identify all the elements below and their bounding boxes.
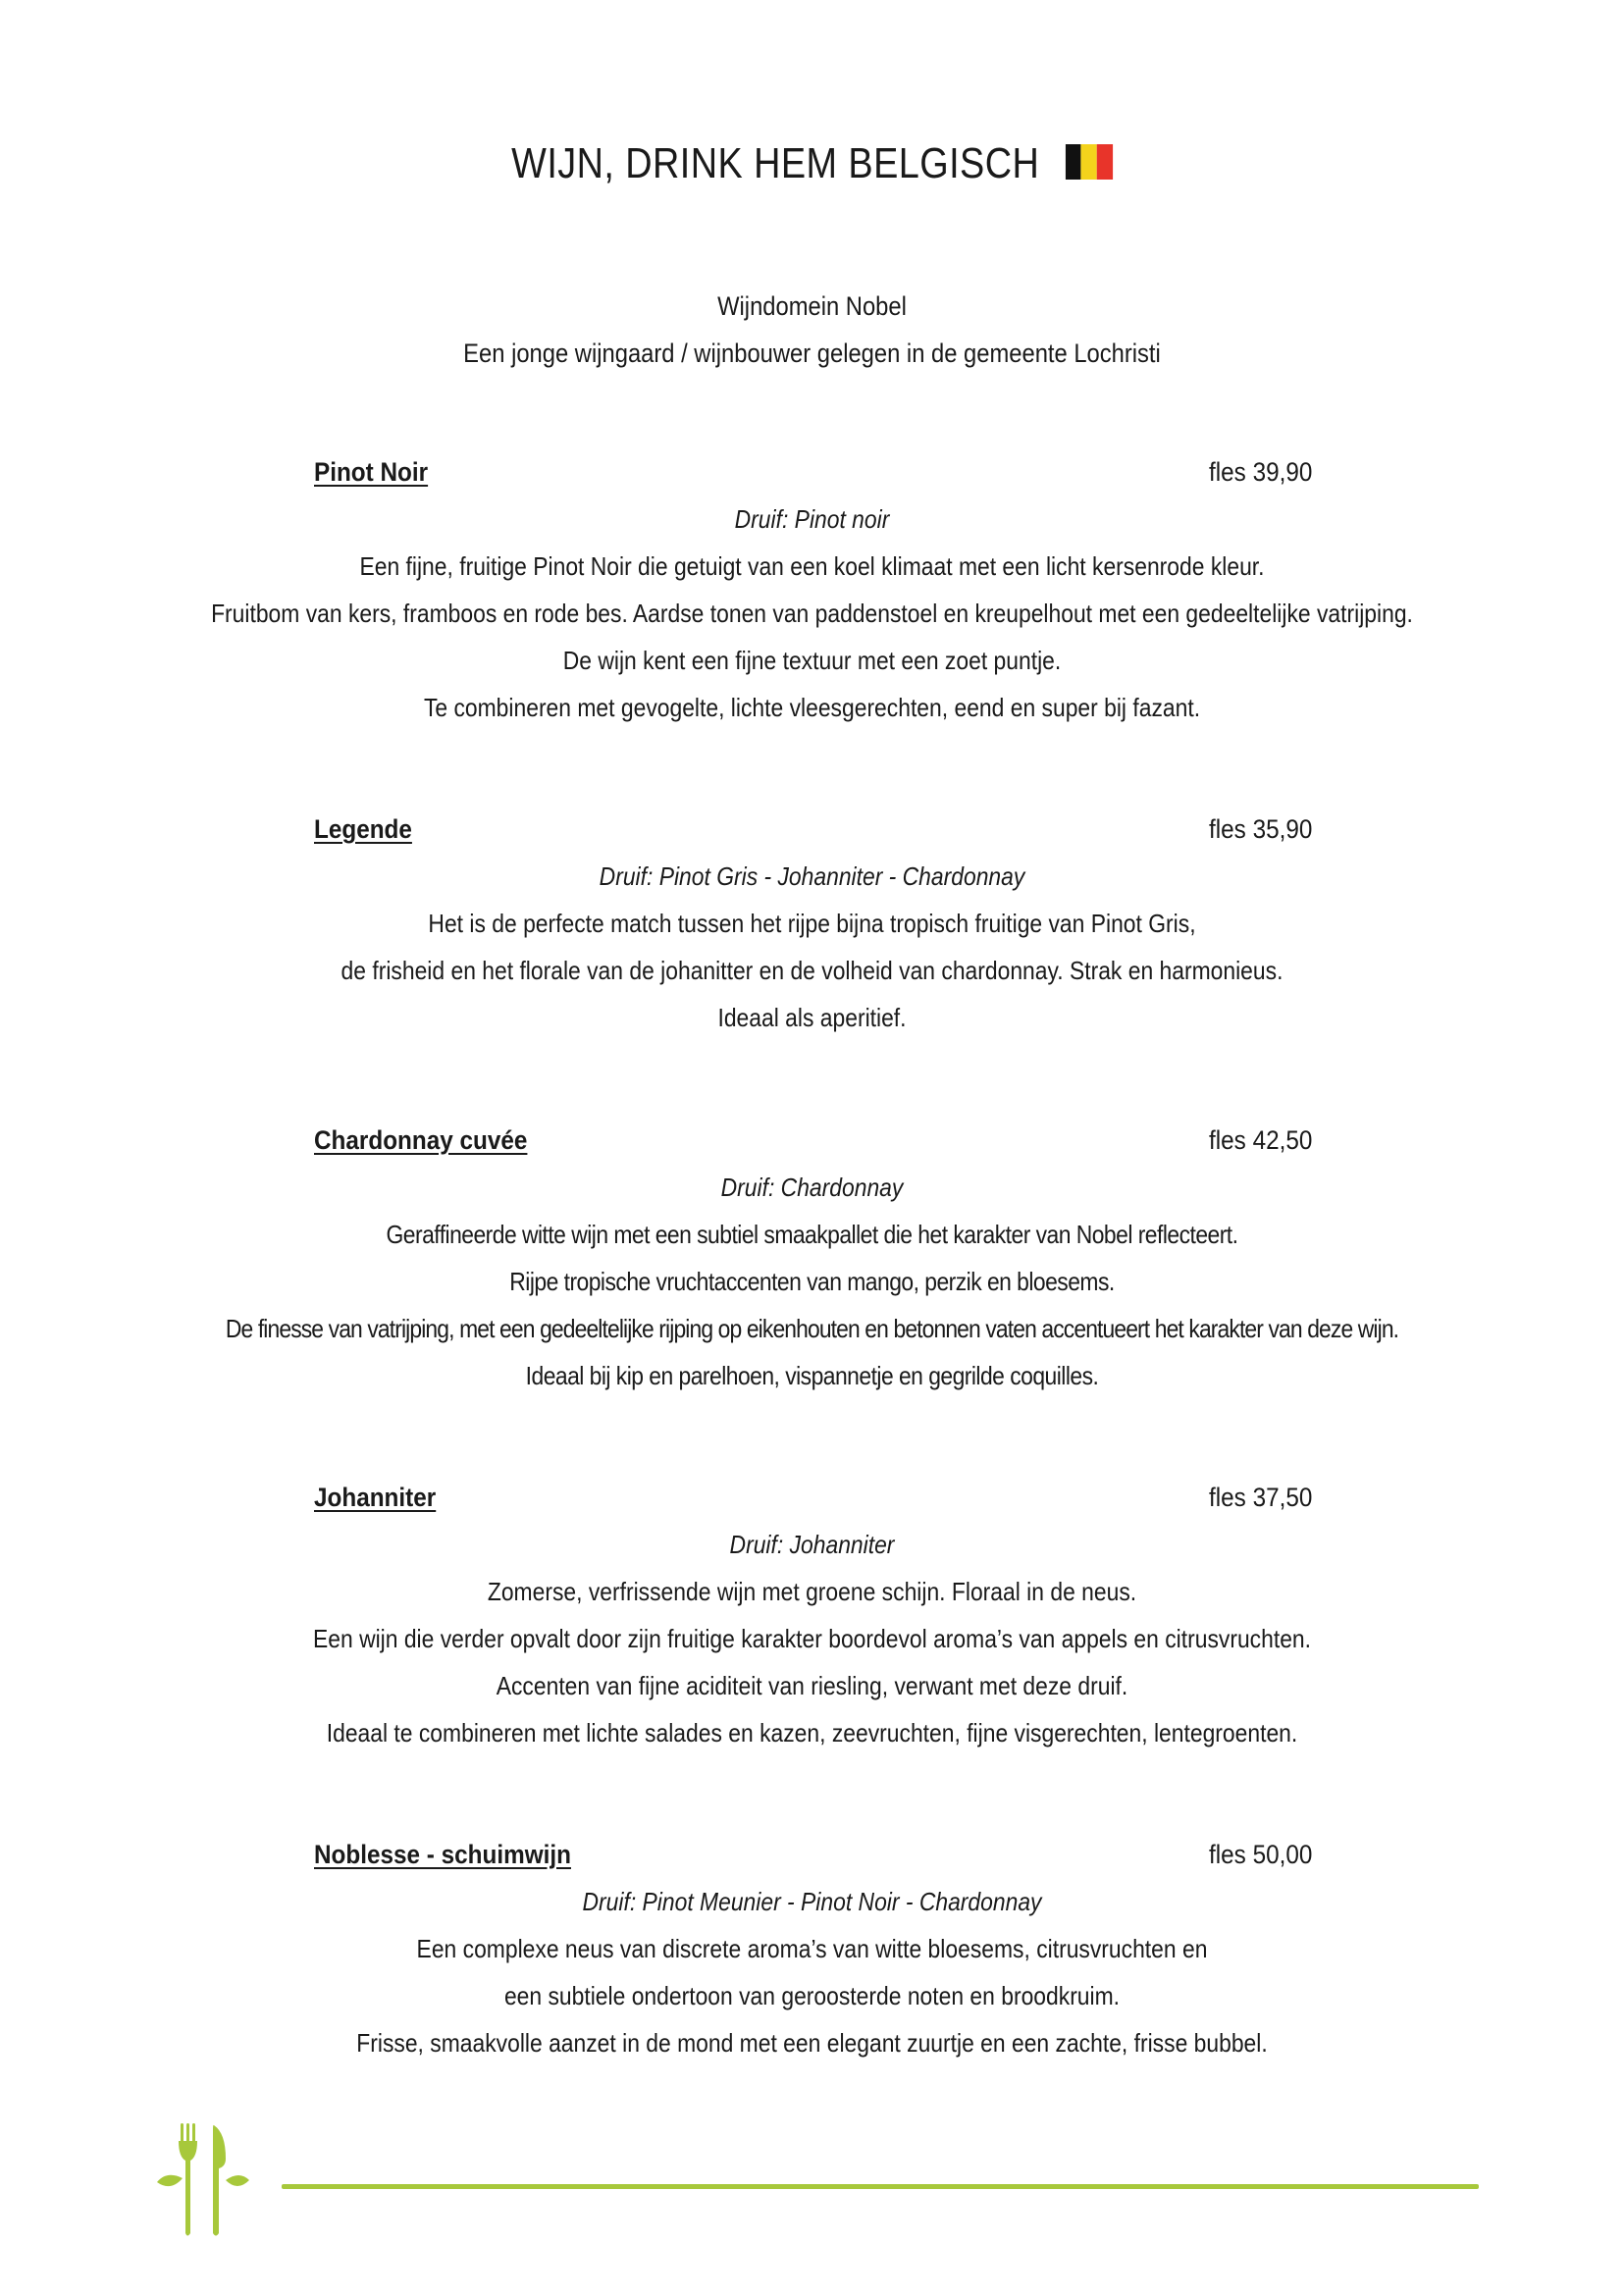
wine-description-line: Te combineren met gevogelte, lichte vleesgerechten, eend en super bij fazant. (423, 693, 1201, 722)
wine-description (97, 1211, 1526, 1399)
page-title (114, 139, 1510, 188)
wine-header (0, 1474, 1624, 1521)
wine-description-line: Een complexe neus van discrete aroma’s van witte bloesems, citrusvruchten en (416, 1934, 1208, 1963)
flag-stripe-black (1066, 144, 1081, 180)
wine-item (0, 1117, 1624, 1399)
footer-divider (282, 2184, 1479, 2189)
wine-description (97, 1568, 1526, 1756)
wine-description-line: Ideaal te combineren met lichte salades en kazen, zeevruchten, fijne visgerechten, lentegroenten. (326, 1718, 1298, 1747)
wine-name: Pinot Noir (314, 457, 429, 487)
wine-description-line: Geraffineerde witte wijn met een subtiel smaakpallet die het karakter van Nobel reflecteert. (386, 1220, 1238, 1249)
wine-price: fles 42,50 (1209, 1125, 1313, 1155)
wine-item (0, 806, 1624, 1041)
wine-header (0, 448, 1624, 496)
wine-description-line: Fruitbom van kers, framboos en rode bes. Aardse tonen van paddenstoel en kreupelhout met een gedeeltelijke vatrijping. (211, 599, 1413, 628)
wine-description-line: een subtiele ondertoon van geroosterde noten en broodkruim. (503, 1981, 1121, 2010)
wine-description-line: Accenten van fijne aciditeit van riesling, verwant met deze druif. (496, 1671, 1128, 1700)
wine-name: Noblesse - schuimwijn (314, 1840, 571, 1869)
wine-grape: Druif: Johanniter (729, 1530, 895, 1559)
intro-description: Een jonge wijngaard / wijnbouwer gelegen in de gemeente Lochristi (463, 339, 1161, 368)
wine-description-line: Het is de perfecte match tussen het rijpe bijna tropisch fruitige van Pinot Gris, (428, 909, 1196, 938)
page-title-text: WIJN, DRINK HEM BELGISCH (511, 139, 1040, 187)
flag-stripe-yellow (1081, 144, 1097, 180)
wine-description-line: Frisse, smaakvolle aanzet in de mond met een elegant zuurtje en een zachte, frisse bubbel. (356, 2028, 1268, 2058)
wine-name: Chardonnay cuvée (314, 1125, 528, 1155)
wine-name: Legende (314, 814, 412, 844)
wine-description-line: De finesse van vatrijping, met een gedeeltelijke rijping op eikenhouten en betonnen vaten accentueert het karakter van deze wijn. (225, 1314, 1399, 1343)
wine-name: Johanniter (314, 1483, 437, 1512)
wine-description-line: Ideaal als aperitief. (717, 1003, 907, 1032)
wine-description-line: Een wijn die verder opvalt door zijn fruitige karakter boordevol aroma’s van appels en citrusvruchten. (312, 1624, 1312, 1653)
cutlery-icon (153, 2123, 251, 2239)
flag-stripe-red (1097, 144, 1113, 180)
wine-grape: Druif: Pinot Gris - Johanniter - Chardonnay (599, 861, 1025, 891)
wine-description-line: Zomerse, verfrissende wijn met groene schijn. Floraal in de neus. (487, 1577, 1137, 1606)
wine-price: fles 39,90 (1209, 457, 1313, 487)
wine-description (97, 543, 1526, 731)
wine-item (0, 1474, 1624, 1756)
intro-domain: Wijndomein Nobel (717, 291, 907, 321)
wine-description-line: De wijn kent een fijne textuur met een zoet puntje. (562, 646, 1062, 675)
wine-grape: Druif: Pinot noir (734, 504, 890, 534)
wine-description-line: Ideaal bij kip en parelhoen, vispannetje en gegrilde coquilles. (525, 1361, 1099, 1390)
wine-description-line: de frisheid en het florale van de johanitter en de volheid van chardonnay. Strak en harmonieus. (341, 956, 1283, 985)
wine-description (97, 1925, 1526, 2066)
intro (97, 283, 1526, 377)
wine-header (0, 1117, 1624, 1164)
wine-price: fles 35,90 (1209, 814, 1313, 844)
wine-header (0, 806, 1624, 853)
wine-price: fles 37,50 (1209, 1483, 1313, 1512)
wine-item (0, 448, 1624, 731)
wine-item (0, 1831, 1624, 2066)
wine-description (97, 900, 1526, 1041)
belgian-flag-icon (1066, 144, 1113, 180)
wine-grape: Druif: Pinot Meunier - Pinot Noir - Chardonnay (582, 1887, 1042, 1916)
wine-grape: Druif: Chardonnay (720, 1173, 904, 1202)
wine-description-line: Een fijne, fruitige Pinot Noir die getuigt van een koel klimaat met een licht kersenrode kleur. (359, 551, 1265, 581)
wine-header (0, 1831, 1624, 1878)
wine-price: fles 50,00 (1209, 1840, 1313, 1869)
wine-description-line: Rijpe tropische vruchtaccenten van mango, perzik en bloesems. (509, 1267, 1115, 1296)
